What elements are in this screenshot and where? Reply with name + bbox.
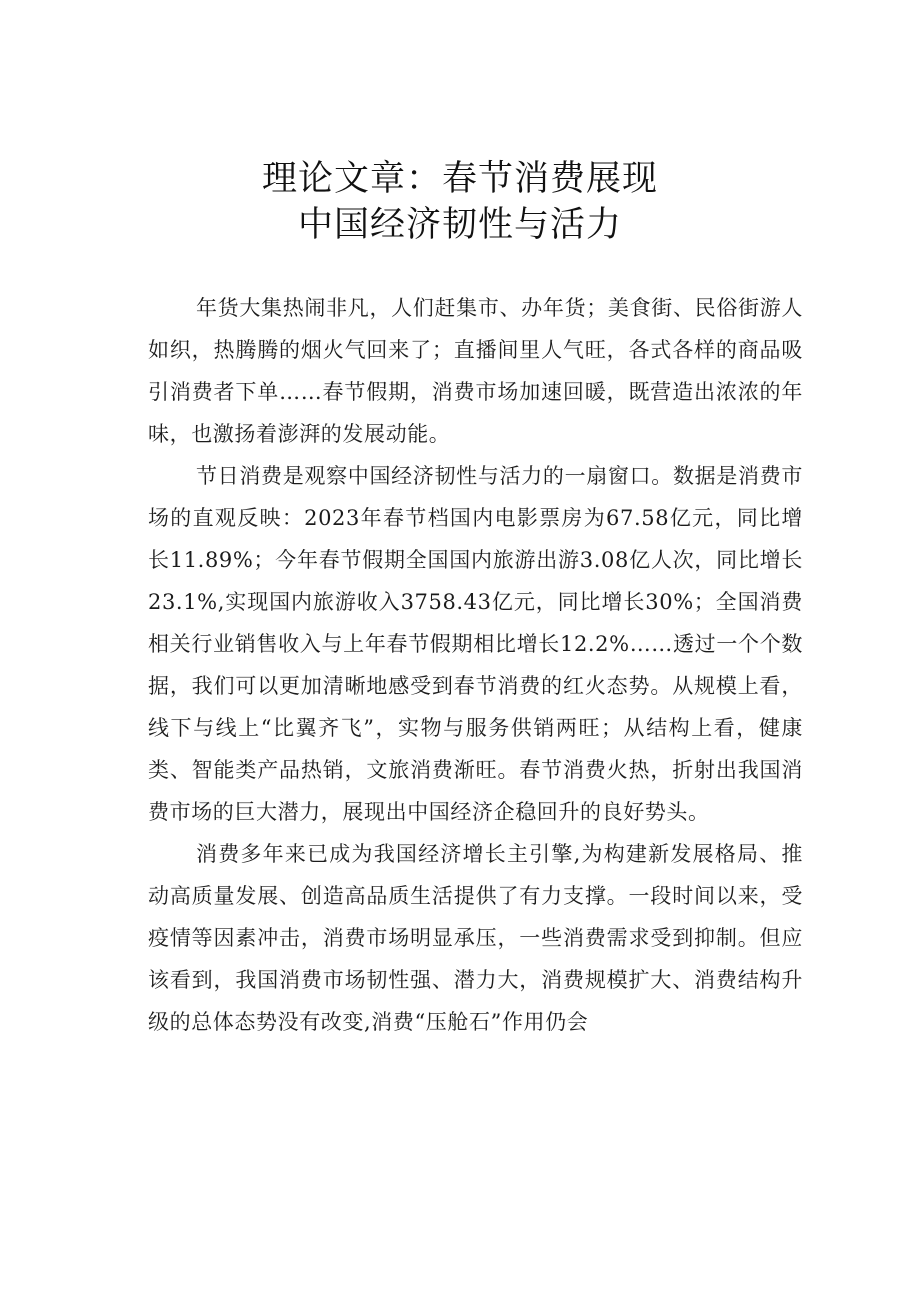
document-body bbox=[148, 287, 803, 1043]
paragraph-2: 节日消费是观察中国经济韧性与活力的一扇窗口。数据是消费市场的直观反映：2023年春节档国内电影票房为67.58亿元，同比增长11.89%；今年春节假期全国国内旅游出游3.08亿人次，同比增长23.1%,实现国内旅游收入3758.43亿元，同比增长30%；全国消费相关行业销售收入与上年春节假期相比增长12.2%……透过一个个数据，我们可以更加清晰地感受到春节消费的红火态势。从规模上看，线下与线上“比翼齐飞”，实物与服务供销两旺；从结构上看，健康类、智能类产品热销，文旅消费渐旺。春节消费火热，折射出我国消费市场的巨大潜力，展现出中国经济企稳回升的良好势头。 bbox=[148, 464, 803, 824]
document-title-line-2: 中国经济韧性与活力 bbox=[297, 205, 622, 245]
document-title-line-1: 理论文章：春节消费展现 bbox=[261, 159, 658, 199]
paragraph-3: 消费多年来已成为我国经济增长主引擎,为构建新发展格局、推动高质量发展、创造高品质生活提供了有力支撑。一段时间以来，受疫情等因素冲击，消费市场明显承压，一些消费需求受到抑制。但应该看到，我国消费市场韧性强、潜力大，消费规模扩大、消费结构升级的总体态势没有改变,消费“压舱石”作用仍会 bbox=[148, 842, 803, 1034]
paragraph-1: 年货大集热闹非凡，人们赶集市、办年货；美食街、民俗街游人如织，热腾腾的烟火气回来了；直播间里人气旺，各式各样的商品吸引消费者下单……春节假期，消费市场加速回暖，既营造出浓浓的年味，也激扬着澎湃的发展动能。 bbox=[148, 296, 803, 446]
